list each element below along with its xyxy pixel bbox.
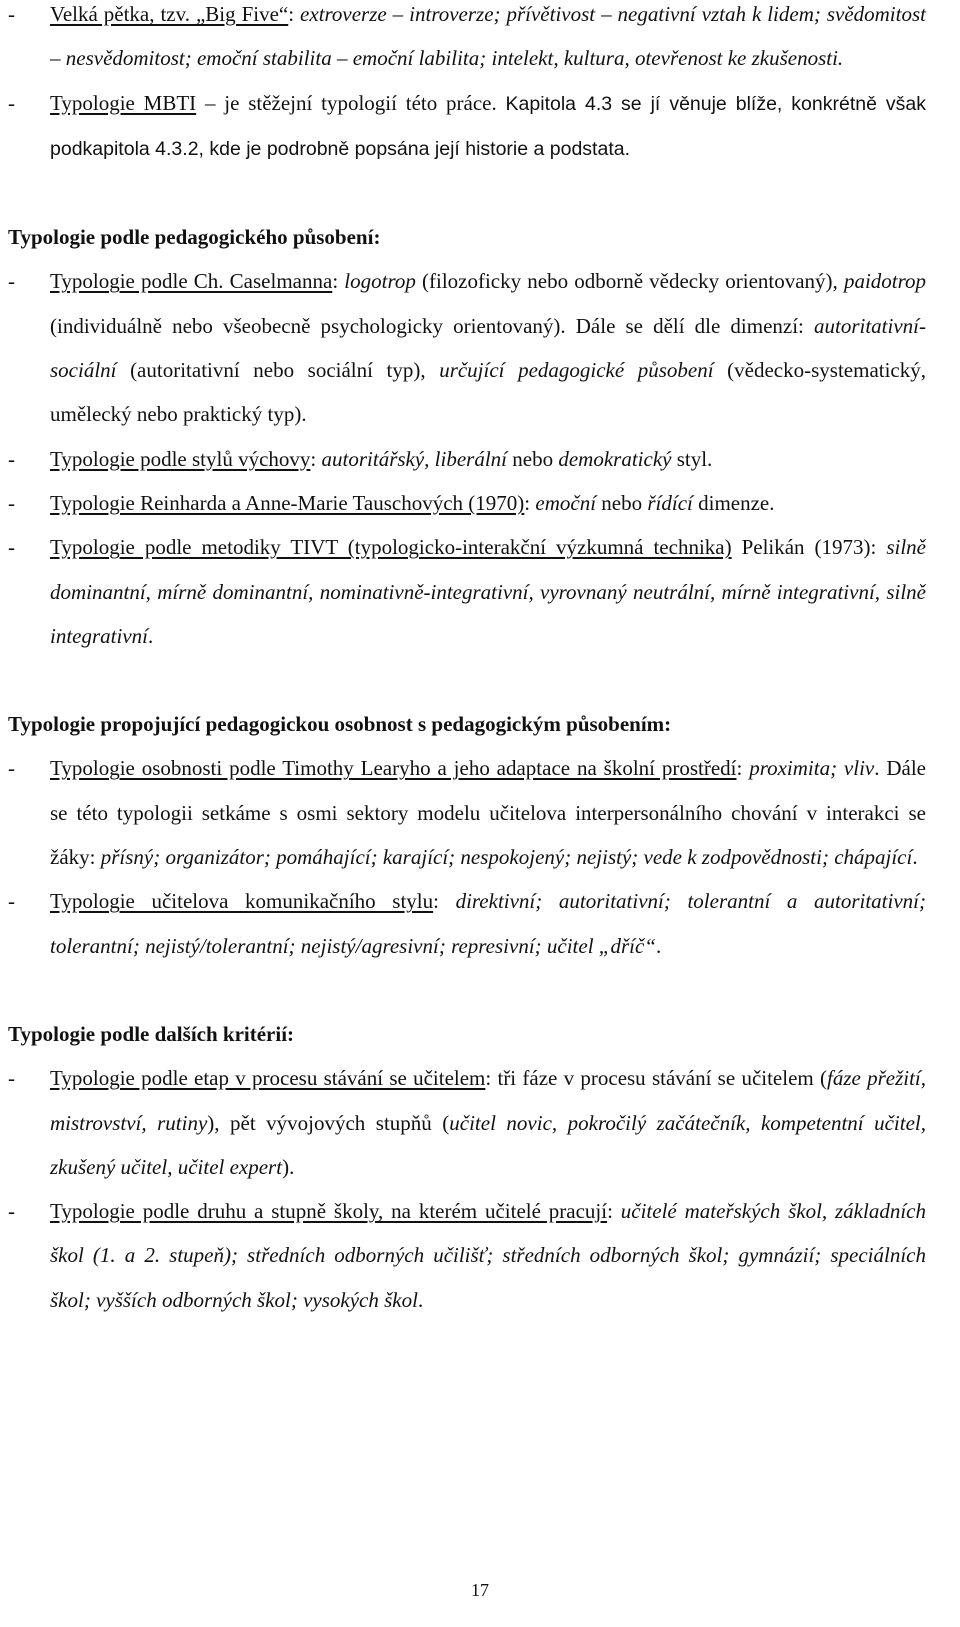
item-text: dimenze. bbox=[692, 490, 775, 515]
item-term: přísný; organizátor; pomáhající; karající; nespokojený; nejistý; vede k zodpovědnosti; chápající bbox=[100, 845, 913, 870]
item-term: proximita; vliv bbox=[749, 756, 875, 781]
list-marker: - bbox=[8, 1199, 15, 1224]
item-text: . bbox=[912, 845, 918, 870]
item-term: učitelé mateřských škol, základních škol (1. a 2. stupeň); středních odborných učilišť; středních odborných škol; gymnázií; speciálních škol; vyšších odborných škol; vysokých škol bbox=[50, 1199, 926, 1312]
list-marker: - bbox=[8, 490, 15, 515]
item-title: Typologie podle metodiky TIVT (typologicko-interakční výzkumná technika) bbox=[50, 535, 732, 560]
item-term: autoritativní-sociální bbox=[50, 313, 926, 383]
heading-pedagogical: Typologie podle pedagogického působení: bbox=[8, 225, 381, 250]
list-marker: - bbox=[8, 90, 15, 115]
list-marker: - bbox=[8, 446, 15, 471]
item-term: emoční bbox=[535, 490, 597, 515]
item-text: styl. bbox=[671, 446, 713, 471]
item-text: : bbox=[433, 889, 456, 914]
item-text: . bbox=[417, 1287, 424, 1312]
item-text: nebo bbox=[596, 490, 648, 515]
item-text: . bbox=[656, 933, 662, 958]
item-text: (individuálně nebo všeobecně psychologicky orientovaný). Dále se dělí dle dimenzí: bbox=[50, 313, 814, 338]
item-title: Typologie podle Ch. Caselmanna bbox=[50, 269, 333, 294]
item-text: Kapitola 4.3 se jí věnuje blíže, konkrétně však podkapitola 4.3.2, kde je podrobně popsána její historie a podstata. bbox=[50, 92, 926, 160]
list-item bbox=[8, 1056, 926, 1189]
item-title: Velká pětka, tzv. „Big Five“ bbox=[50, 2, 289, 26]
list-item bbox=[8, 525, 926, 658]
heading-linking: Typologie propojující pedagogickou osobnost s pedagogickým působením: bbox=[8, 712, 672, 737]
item-text: (autoritativní nebo sociální typ), bbox=[116, 358, 440, 383]
list-item bbox=[8, 1189, 926, 1322]
section-pedagogical-list bbox=[8, 259, 926, 658]
document-page bbox=[8, 0, 926, 1322]
list-item bbox=[8, 746, 926, 879]
item-text: : bbox=[332, 269, 345, 294]
section-personality-list bbox=[8, 0, 926, 171]
item-term: paidotrop bbox=[843, 269, 926, 294]
item-term: určující pedagogické působení bbox=[439, 358, 714, 383]
heading-other-criteria: Typologie podle dalších kritérií: bbox=[8, 1021, 295, 1046]
list-item bbox=[8, 437, 926, 481]
item-text: Pelikán (1973): bbox=[731, 535, 887, 560]
item-text: : bbox=[310, 446, 322, 471]
item-text: : bbox=[288, 2, 301, 26]
item-term: direktivní; autoritativní; tolerantní a autoritativní; tolerantní; nejistý/tolerantní; nejistý/agresivní; represivní; učitel „dříč“ bbox=[50, 889, 926, 958]
list-item bbox=[8, 481, 926, 525]
item-term: fáze přežití, mistrovství, rutiny bbox=[50, 1066, 927, 1135]
list-marker: - bbox=[8, 269, 15, 294]
section-linking-list bbox=[8, 746, 926, 967]
item-text: (filozoficky nebo odborně vědecky orientovaný), bbox=[415, 269, 844, 294]
item-term: řídící bbox=[647, 490, 693, 515]
item-text: – je stěžejní typologií této práce. bbox=[196, 90, 506, 115]
item-text: . Dále se této typologii setkáme s osmi sektory modelu učitelova interpersonálního chování v interakci se žáky: bbox=[50, 756, 926, 870]
item-text: ), pět vývojových stupňů ( bbox=[207, 1110, 450, 1135]
section-other-criteria-list bbox=[8, 1056, 926, 1322]
list-item bbox=[8, 259, 926, 436]
spacer bbox=[8, 171, 926, 215]
item-text: : bbox=[736, 756, 750, 781]
item-term: demokratický bbox=[558, 446, 672, 471]
item-text: : bbox=[524, 490, 536, 515]
item-text: ). bbox=[282, 1154, 295, 1179]
spacer bbox=[8, 658, 926, 702]
item-text: : bbox=[607, 1199, 621, 1224]
item-title: Typologie podle etap v procesu stávání se učitelem bbox=[50, 1066, 486, 1091]
item-text: (vědecko-systematický, umělecký nebo praktický typ). bbox=[50, 358, 927, 427]
item-title: Typologie učitelova komunikačního stylu bbox=[50, 889, 434, 914]
item-title: Typologie podle stylů výchovy bbox=[50, 446, 311, 471]
item-text: nebo bbox=[507, 446, 559, 471]
list-marker: - bbox=[8, 889, 15, 914]
list-item bbox=[8, 81, 926, 172]
item-text: . bbox=[148, 623, 154, 648]
item-term: silně dominantní, mírně dominantní, nominativně-integrativní, vyrovnaný neutrální, mírně integrativní, silně integrativní bbox=[50, 535, 926, 648]
item-title: Typologie MBTI bbox=[50, 90, 197, 115]
list-marker: - bbox=[8, 535, 15, 560]
list-marker: - bbox=[8, 2, 15, 26]
item-term: logotrop bbox=[344, 269, 416, 294]
item-text: : tři fáze v procesu stávání se učitelem ( bbox=[485, 1066, 827, 1091]
item-title: Typologie podle druhu a stupně školy, na kterém učitelé pracují bbox=[50, 1199, 608, 1224]
item-term: autoritářský, liberální bbox=[321, 446, 508, 471]
spacer bbox=[8, 968, 926, 1012]
page-number: 17 bbox=[471, 1580, 489, 1600]
item-term: extroverze – introverze; přívětivost – negativní vztah k lidem; svědomitost – nesvědomitost; emoční stabilita – emoční labilita; intelekt, kultura, otevřenost ke zkušenosti. bbox=[50, 2, 926, 71]
item-term: učitel novic, pokročilý začátečník, kompetentní učitel, zkušený učitel, učitel expert bbox=[50, 1110, 926, 1179]
list-item bbox=[8, 879, 926, 968]
list-marker: - bbox=[8, 1066, 15, 1091]
list-marker: - bbox=[8, 756, 15, 781]
item-title: Typologie Reinharda a Anne-Marie Tauschových (1970) bbox=[50, 490, 525, 515]
list-item bbox=[8, 0, 926, 81]
item-title: Typologie osobnosti podle Timothy Learyho a jeho adaptace na školní prostředí bbox=[50, 756, 737, 781]
